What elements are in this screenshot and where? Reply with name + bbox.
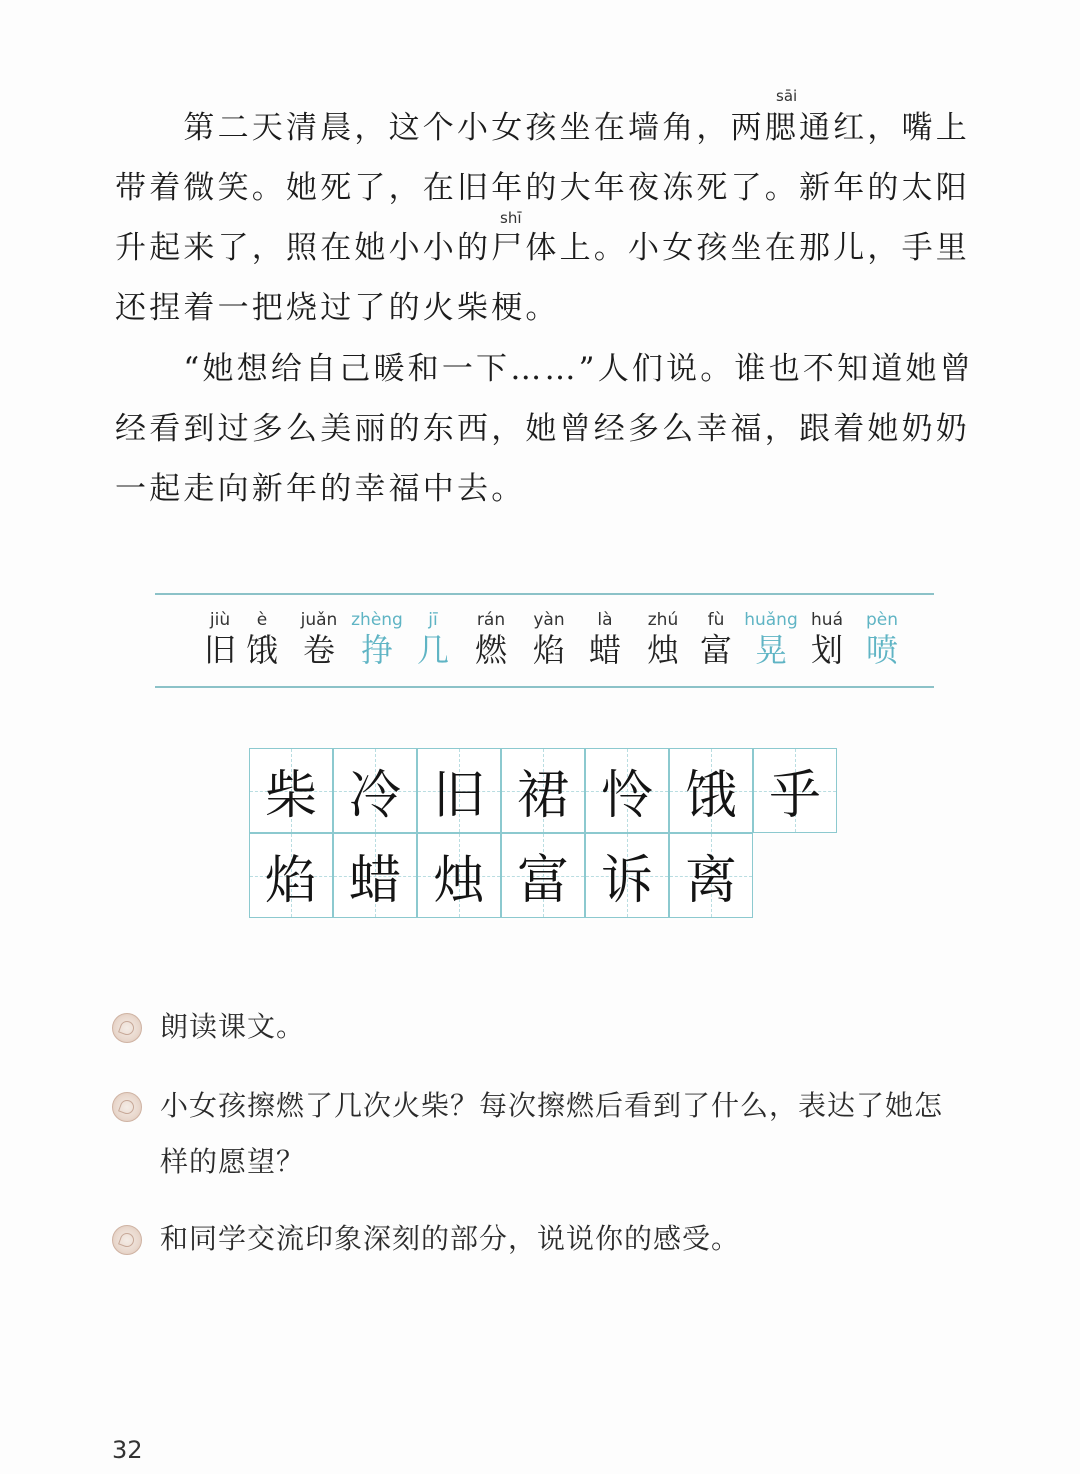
passage-line: 还捏着一把烧过了的火柴梗。: [115, 290, 560, 326]
grid-cell: [585, 748, 669, 833]
vocab-item-polyphone: [852, 610, 912, 670]
grid-cell: [417, 748, 501, 833]
vocab-hanzi: 喷: [865, 631, 898, 669]
grid-character: 蜡: [348, 851, 401, 911]
vocab-pinyin: yàn: [533, 610, 565, 630]
vocab-pinyin: zhèng: [351, 610, 403, 630]
vocab-item-polyphone: [741, 610, 801, 670]
passage-line: 升起来了，照在她小小的尸体上。小女孩坐在那儿，手里: [115, 230, 970, 266]
page-number: 32: [112, 1436, 143, 1464]
vocab-item: [797, 610, 857, 670]
vocab-item: [519, 610, 579, 670]
passage-line: 一起走向新年的幸福中去。: [115, 471, 526, 507]
question-seal-icon: [112, 1092, 142, 1122]
grid-character: 柴: [264, 766, 317, 826]
grid-cell: [333, 833, 417, 918]
vocab-hanzi: 燃: [474, 631, 507, 669]
question-2-line-2: 样的愿望？: [160, 1145, 306, 1178]
grid-cell: [333, 748, 417, 833]
vocab-hanzi: 卷: [302, 631, 335, 669]
vocab-item: [686, 610, 746, 670]
grid-cell: [417, 833, 501, 918]
vocab-hanzi: 蜡: [588, 631, 621, 669]
vocab-item: [461, 610, 521, 670]
grid-cell: [585, 833, 669, 918]
grid-cell: [249, 833, 333, 918]
grid-character: 离: [684, 851, 737, 911]
vocab-hanzi: 旧: [203, 631, 236, 669]
passage-line: 第二天清晨，这个小女孩坐在墙角，两腮通红，嘴上: [115, 110, 970, 146]
grid-character: 焰: [264, 851, 317, 911]
vocab-pinyin: là: [597, 610, 613, 630]
pinyin-annotation-shi: shī: [500, 209, 522, 227]
vocab-pinyin: juǎn: [300, 610, 338, 630]
vocab-pinyin: è: [256, 610, 268, 630]
vocab-bottom-rule: [155, 686, 934, 688]
pinyin-annotation-sai: sāi: [776, 87, 798, 105]
vocab-hanzi: 晃: [754, 631, 787, 669]
grid-character: 诉: [600, 851, 653, 911]
vocab-pinyin: fù: [707, 610, 725, 630]
vocab-hanzi: 烛: [646, 631, 679, 669]
grid-character: 饿: [684, 766, 737, 826]
vocab-top-rule: [155, 593, 934, 595]
vocab-hanzi: 焰: [532, 631, 565, 669]
question-3: 和同学交流印象深刻的部分，说说你的感受。: [160, 1222, 741, 1255]
vocab-item: [232, 610, 292, 670]
vocab-pinyin: huǎng: [744, 610, 798, 630]
grid-character: 富: [516, 851, 569, 911]
question-seal-icon: [112, 1013, 142, 1043]
vocab-pinyin: huá: [811, 610, 843, 630]
vocab-hanzi: 几: [416, 631, 449, 669]
vocab-item: [575, 610, 635, 670]
question-seal-icon: [112, 1225, 142, 1255]
vocab-item-polyphone: [347, 610, 407, 670]
vocab-hanzi: 富: [699, 631, 732, 669]
question-2-line-1: 小女孩擦燃了几次火柴？每次擦燃后看到了什么，表达了她怎: [160, 1089, 944, 1122]
vocab-item-polyphone: [403, 610, 463, 670]
passage-line: 经看到过多么美丽的东西，她曾经多么幸福，跟着她奶奶: [115, 411, 970, 447]
passage-line: “她想给自己暖和一下……”人们说。谁也不知道她曾: [115, 351, 974, 387]
grid-character: 烛: [432, 851, 485, 911]
vocab-hanzi: 挣: [360, 631, 393, 669]
grid-cell: [501, 748, 585, 833]
question-1: 朗读课文。: [160, 1010, 306, 1043]
grid-character: 乎: [768, 766, 821, 826]
vocab-pinyin: jī: [428, 610, 438, 630]
vocab-hanzi: 划: [810, 631, 843, 669]
vocab-pinyin: zhú: [647, 610, 679, 630]
passage-line: 带着微笑。她死了，在旧年的大年夜冻死了。新年的太阳: [115, 170, 970, 206]
vocab-pinyin: jiù: [209, 610, 231, 630]
grid-character: 裙: [516, 766, 569, 826]
vocab-pinyin: pèn: [865, 610, 899, 630]
grid-character: 冷: [348, 766, 401, 826]
grid-character: 旧: [432, 766, 485, 826]
grid-cell: [501, 833, 585, 918]
grid-cell: [753, 748, 837, 833]
vocab-hanzi: 饿: [245, 631, 278, 669]
grid-cell: [669, 748, 753, 833]
grid-cell: [249, 748, 333, 833]
grid-cell: [669, 833, 753, 918]
vocab-item: [289, 610, 349, 670]
vocab-pinyin: rán: [476, 610, 506, 630]
vocab-item: [633, 610, 693, 670]
grid-character: 怜: [600, 766, 653, 826]
